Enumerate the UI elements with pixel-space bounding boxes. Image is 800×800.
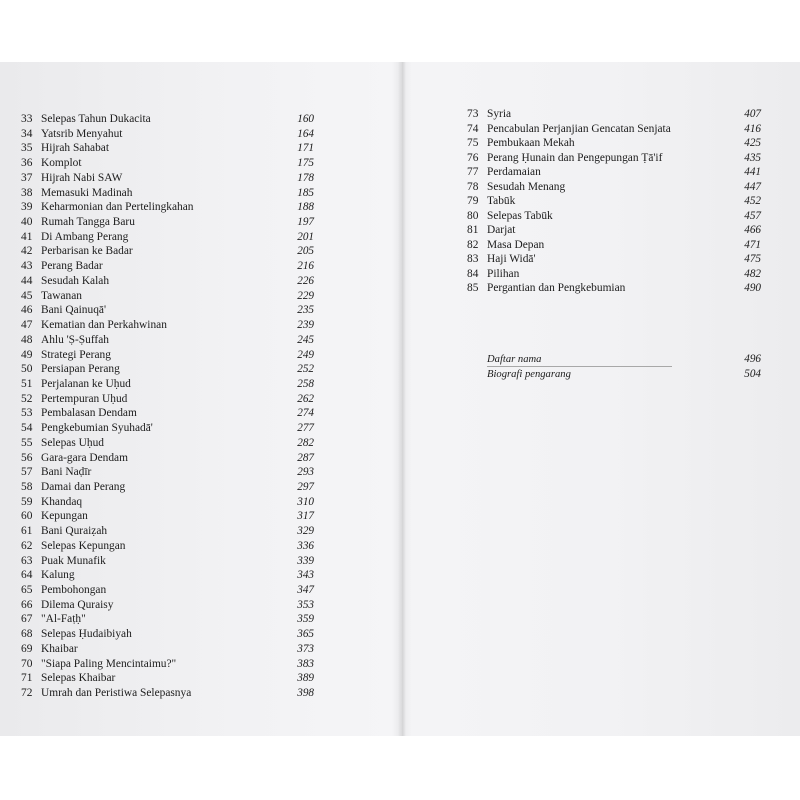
chapter-number: 69 — [21, 642, 33, 655]
toc-entry — [467, 267, 767, 282]
chapter-number: 64 — [21, 569, 33, 582]
page-number: 160 — [297, 113, 314, 125]
toc-entry — [467, 281, 767, 296]
chapter-number: 71 — [21, 672, 33, 685]
page-number: 490 — [744, 282, 761, 294]
chapter-number: 55 — [21, 436, 33, 449]
chapter-title: Selepas Ḥudaibiyah — [41, 628, 132, 641]
toc-entry — [21, 465, 321, 480]
toc-entry — [467, 136, 767, 151]
toc-entry — [21, 171, 321, 186]
chapter-title: Pembukaan Mekah — [487, 137, 575, 149]
chapter-title: Pergantian dan Pengkebumian — [487, 282, 626, 294]
toc-entry — [21, 657, 321, 672]
page-number: 359 — [297, 613, 314, 626]
chapter-number: 63 — [21, 554, 33, 567]
toc-entry — [21, 112, 321, 127]
chapter-number: 53 — [21, 407, 33, 420]
page-number: 383 — [297, 657, 314, 670]
toc-entry — [467, 180, 767, 195]
chapter-number: 77 — [467, 166, 479, 178]
page-number: 277 — [297, 422, 314, 435]
chapter-title: Bani Naḍīr — [41, 466, 92, 479]
chapter-number: 70 — [21, 657, 33, 670]
book-gutter — [398, 62, 406, 736]
chapter-title: Perang Badar — [41, 260, 103, 273]
page-number: 274 — [297, 407, 314, 420]
page-number: 466 — [744, 224, 761, 236]
toc-entry — [21, 583, 321, 598]
toc-entry — [21, 568, 321, 583]
chapter-title: Tawanan — [41, 289, 82, 302]
page-number: 197 — [297, 216, 314, 229]
appendix-entry — [487, 367, 767, 382]
chapter-title: Gara-gara Dendam — [41, 451, 128, 464]
page-number: 336 — [297, 539, 314, 552]
chapter-title: Bani Qainuqā' — [41, 304, 107, 317]
toc-entry — [21, 539, 321, 554]
chapter-number: 41 — [21, 230, 33, 243]
chapter-title: Kalung — [41, 569, 75, 582]
chapter-number: 66 — [21, 598, 33, 611]
chapter-title: Rumah Tangga Baru — [41, 216, 135, 229]
chapter-number: 80 — [467, 209, 479, 222]
page-number: 452 — [744, 195, 761, 207]
page-number: 252 — [297, 363, 314, 376]
page-number: 373 — [297, 642, 314, 655]
toc-entry — [467, 151, 767, 166]
appendix-entry — [487, 352, 767, 367]
chapter-title: Damai dan Perang — [41, 480, 126, 493]
chapter-number: 35 — [21, 142, 33, 155]
page-number: 339 — [297, 554, 314, 567]
chapter-title: Perjalanan ke Uḥud — [41, 377, 131, 390]
page-number: 457 — [744, 209, 761, 222]
chapter-number: 61 — [21, 525, 33, 538]
chapter-number: 81 — [467, 224, 479, 236]
chapter-number: 39 — [21, 201, 33, 214]
page-number: 239 — [297, 319, 314, 332]
toc-entry — [21, 186, 321, 201]
toc-list-right — [467, 107, 767, 296]
appendix-title: Daftar nama — [487, 354, 542, 365]
page-number: 205 — [297, 245, 314, 258]
chapter-title: Selepas Khaibar — [41, 672, 116, 685]
chapter-title: Hijrah Nabi SAW — [41, 171, 123, 184]
toc-entry — [21, 436, 321, 451]
chapter-title: Selepas Tahun Dukacita — [41, 113, 151, 125]
toc-entry — [21, 392, 321, 407]
toc-entry — [21, 612, 321, 627]
chapter-title: Komplot — [41, 157, 82, 170]
toc-entry — [21, 141, 321, 156]
chapter-number: 46 — [21, 304, 33, 317]
toc-entry — [21, 274, 321, 289]
chapter-number: 43 — [21, 260, 33, 273]
page-number: 310 — [297, 495, 314, 508]
page-number: 353 — [297, 598, 314, 611]
chapter-title: Pertempuran Uḥud — [41, 392, 128, 405]
page-number: 435 — [744, 151, 761, 164]
chapter-number: 47 — [21, 319, 33, 332]
chapter-title: Haji Widā' — [487, 253, 536, 265]
page-number: 282 — [297, 436, 314, 449]
page-number: 229 — [297, 289, 314, 302]
toc-list-left — [21, 112, 321, 701]
chapter-number: 33 — [21, 113, 33, 125]
chapter-title: "Siapa Paling Mencintaimu?" — [41, 657, 177, 670]
chapter-number: 75 — [467, 137, 479, 149]
chapter-number: 73 — [467, 108, 479, 120]
page-number: 365 — [297, 628, 314, 641]
page-number: 171 — [297, 142, 314, 155]
page-number: 185 — [297, 186, 314, 199]
chapter-title: Kematian dan Perkahwinan — [41, 319, 167, 332]
background-top — [0, 0, 800, 62]
chapter-title: Syria — [487, 108, 512, 120]
chapter-title: Keharmonian dan Pertelingkahan — [41, 201, 194, 214]
toc-entry — [21, 554, 321, 569]
page-number: 504 — [744, 368, 761, 380]
chapter-title: Pembalasan Dendam — [41, 407, 137, 420]
chapter-title: Selepas Uḥud — [41, 436, 104, 449]
chapter-number: 45 — [21, 289, 33, 302]
toc-entry — [467, 194, 767, 209]
page-number: 425 — [744, 137, 761, 149]
page-number: 262 — [297, 392, 314, 405]
toc-entry — [21, 671, 321, 686]
chapter-number: 42 — [21, 245, 33, 258]
chapter-title: Perdamaian — [487, 166, 541, 178]
chapter-title: Strategi Perang — [41, 348, 111, 361]
page-number: 293 — [297, 466, 314, 479]
chapter-title: Perbarisan ke Badar — [41, 245, 133, 258]
background-bottom — [0, 736, 800, 800]
chapter-number: 60 — [21, 510, 33, 523]
chapter-number: 79 — [467, 195, 479, 207]
chapter-title: Bani Quraiẓah — [41, 525, 108, 538]
page-number: 258 — [297, 377, 314, 390]
toc-entry — [467, 165, 767, 180]
chapter-number: 54 — [21, 422, 33, 435]
toc-entry — [21, 289, 321, 304]
chapter-number: 37 — [21, 171, 33, 184]
page-number: 496 — [744, 353, 761, 365]
toc-entry — [21, 333, 321, 348]
toc-entry — [21, 127, 321, 142]
page-number: 407 — [744, 108, 761, 120]
toc-entry — [467, 209, 767, 224]
toc-entry — [21, 362, 321, 377]
toc-entry — [21, 627, 321, 642]
page-number: 482 — [744, 267, 761, 280]
chapter-number: 48 — [21, 333, 33, 346]
chapter-number: 52 — [21, 392, 33, 405]
toc-entry — [21, 642, 321, 657]
page-number: 447 — [744, 180, 761, 193]
toc-entry — [21, 480, 321, 495]
chapter-title: Pengkebumian Syuhadā' — [41, 422, 153, 435]
chapter-number: 44 — [21, 274, 33, 287]
chapter-title: Khandaq — [41, 495, 83, 508]
chapter-number: 62 — [21, 539, 33, 552]
chapter-title: Darjat — [487, 224, 516, 236]
toc-entry — [21, 598, 321, 613]
chapter-number: 65 — [21, 584, 33, 596]
toc-entry — [21, 451, 321, 466]
toc-entry — [467, 223, 767, 238]
appendix-title: Biografi pengarang — [487, 369, 571, 380]
page-number: 389 — [297, 672, 314, 685]
toc-entry — [21, 303, 321, 318]
page-number: 317 — [297, 510, 314, 523]
toc-entry — [21, 686, 321, 701]
page-number: 235 — [297, 304, 314, 317]
page-number: 329 — [297, 525, 314, 538]
page-number: 347 — [297, 584, 314, 596]
toc-entry — [21, 348, 321, 363]
chapter-number: 36 — [21, 157, 33, 170]
chapter-title: Sesudah Menang — [487, 180, 566, 193]
chapter-number: 76 — [467, 151, 479, 164]
toc-entry — [21, 495, 321, 510]
appendix-list — [487, 352, 767, 382]
chapter-title: Ahlu 'Ṣ-Ṣuffah — [41, 333, 109, 346]
chapter-number: 83 — [467, 253, 479, 265]
chapter-title: Selepas Kepungan — [41, 539, 126, 552]
chapter-title: Selepas Tabūk — [487, 209, 553, 222]
chapter-number: 78 — [467, 180, 479, 193]
toc-entry — [21, 377, 321, 392]
chapter-title: Persiapan Perang — [41, 363, 120, 376]
toc-entry — [21, 215, 321, 230]
page-number: 297 — [297, 480, 314, 493]
chapter-title: Kepungan — [41, 510, 88, 523]
chapter-title: Masa Depan — [487, 238, 545, 251]
toc-entry — [21, 524, 321, 539]
chapter-title: Pilihan — [487, 267, 520, 280]
chapter-number: 40 — [21, 216, 33, 229]
toc-entry — [467, 252, 767, 267]
chapter-number: 56 — [21, 451, 33, 464]
page-number: 178 — [297, 171, 314, 184]
page-number: 398 — [297, 687, 314, 700]
chapter-number: 49 — [21, 348, 33, 361]
page-number: 175 — [297, 157, 314, 170]
chapter-number: 58 — [21, 480, 33, 493]
page-number: 343 — [297, 569, 314, 582]
chapter-number: 51 — [21, 377, 33, 390]
chapter-title: Puak Munafik — [41, 554, 106, 567]
toc-entry — [467, 238, 767, 253]
page-number: 188 — [297, 201, 314, 214]
chapter-title: Hijrah Sahabat — [41, 142, 110, 155]
page-number: 164 — [297, 127, 314, 140]
chapter-title: "Al-Faṭḥ" — [41, 613, 86, 626]
chapter-number: 38 — [21, 186, 33, 199]
chapter-title: Yatsrib Menyahut — [41, 127, 123, 140]
chapter-number: 68 — [21, 628, 33, 641]
page-number: 475 — [744, 253, 761, 265]
page-number: 249 — [297, 348, 314, 361]
toc-entry — [21, 259, 321, 274]
page-number: 416 — [744, 122, 761, 135]
toc-entry — [21, 318, 321, 333]
chapter-title: Memasuki Madinah — [41, 186, 133, 199]
chapter-title: Perang Ḥunain dan Pengepungan Ṭā'if — [487, 151, 663, 164]
chapter-number: 50 — [21, 363, 33, 376]
chapter-number: 67 — [21, 613, 33, 626]
page-number: 441 — [744, 166, 761, 178]
chapter-number: 84 — [467, 267, 479, 280]
toc-entry — [21, 156, 321, 171]
chapter-title: Di Ambang Perang — [41, 230, 129, 243]
toc-entry — [21, 230, 321, 245]
toc-entry — [21, 509, 321, 524]
page-number: 226 — [297, 274, 314, 287]
toc-entry — [467, 107, 767, 122]
toc-entry — [21, 406, 321, 421]
chapter-title: Pembohongan — [41, 584, 107, 596]
chapter-title: Dilema Quraisy — [41, 598, 114, 611]
chapter-title: Umrah dan Peristiwa Selepasnya — [41, 687, 192, 700]
chapter-number: 82 — [467, 238, 479, 251]
chapter-number: 57 — [21, 466, 33, 479]
toc-entry — [21, 244, 321, 259]
page-number: 201 — [297, 230, 314, 243]
chapter-title: Khaibar — [41, 642, 78, 655]
chapter-number: 59 — [21, 495, 33, 508]
toc-entry — [21, 200, 321, 215]
chapter-title: Pencabulan Perjanjian Gencatan Senjata — [487, 122, 671, 135]
chapter-number: 34 — [21, 127, 33, 140]
page-number: 245 — [297, 333, 314, 346]
chapter-title: Tabūk — [487, 195, 516, 207]
chapter-number: 72 — [21, 687, 33, 700]
page-number: 471 — [744, 238, 761, 251]
page-number: 287 — [297, 451, 314, 464]
chapter-number: 74 — [467, 122, 479, 135]
toc-entry — [21, 421, 321, 436]
page-number: 216 — [297, 260, 314, 273]
chapter-title: Sesudah Kalah — [41, 274, 110, 287]
chapter-number: 85 — [467, 282, 479, 294]
toc-entry — [467, 122, 767, 137]
